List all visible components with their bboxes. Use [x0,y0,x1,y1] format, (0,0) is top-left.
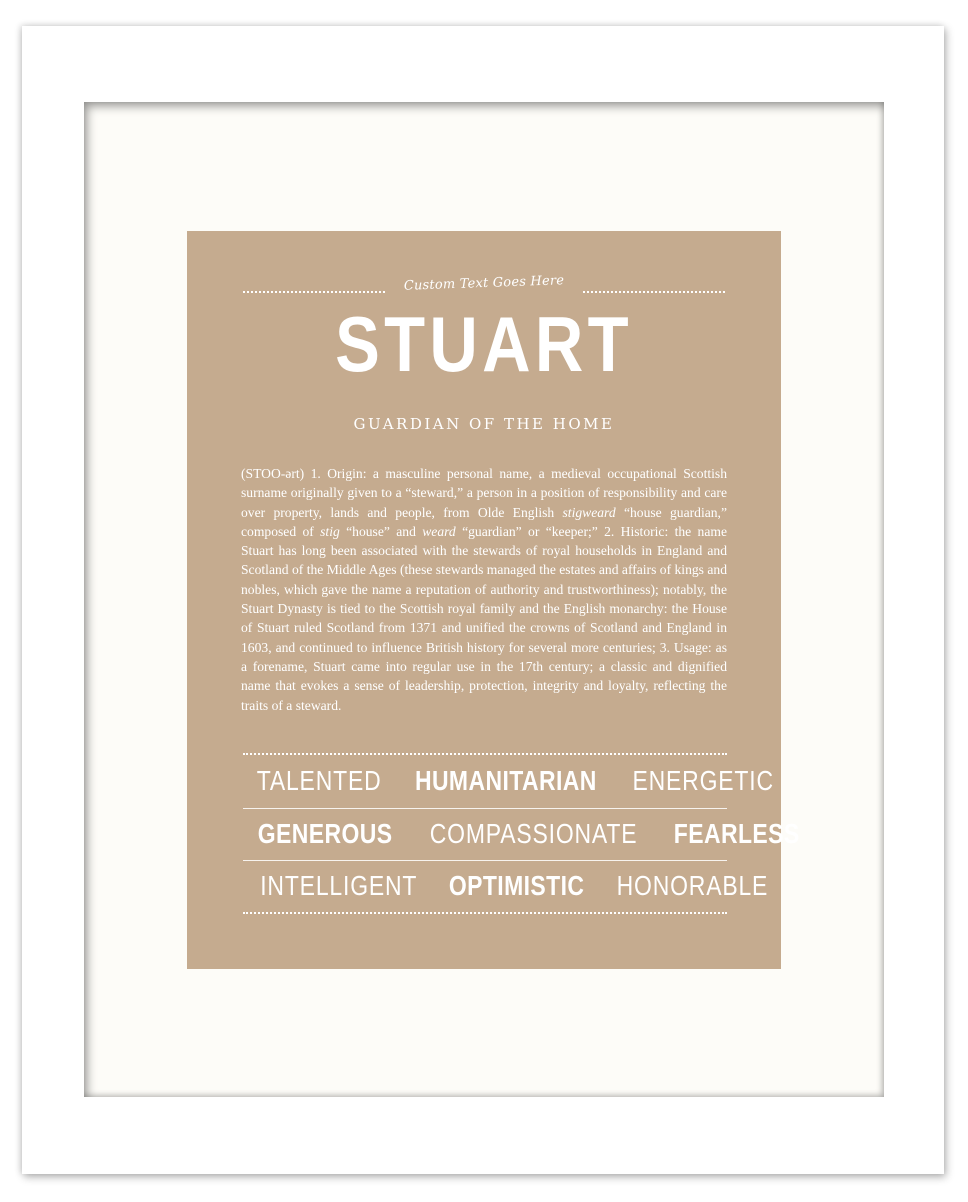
trait-word: ENERGETIC [632,765,774,796]
traits-row-3 [243,870,768,902]
custom-text: Custom Text Goes Here [403,273,565,294]
trait-word-emphasis: FEARLESS [674,818,800,849]
definition-italic: stigweard [562,504,616,520]
definition-text: “house guardian,” composed of [241,504,727,539]
trait-word-emphasis: GENEROUS [257,818,393,849]
definition-text: “house” and [339,523,423,539]
traits-row-1 [243,765,774,797]
trait-word: COMPASSIONATE [430,818,638,849]
traits-row-2 [243,818,800,850]
dotted-rule-traits-top [243,753,727,755]
definition-italic: weard [422,523,456,539]
traits-divider [243,860,727,861]
definition-text: (STOO-ərt) 1. Origin: a masculine personal name, a medieval occupational Scottish surname originally given to a “steward,” a person in a position of responsibility and care over property, lands and people, from Olde English [241,466,727,520]
traits-divider [243,808,727,809]
name-definition [241,464,727,715]
trait-word-emphasis: HUMANITARIAN [415,765,597,796]
name-meaning: GUARDIAN OF THE HOME [353,415,615,433]
name-title: STUART [335,300,633,388]
definition-text: “guardian” or “keeper;” 2. Historic: the name Stuart has long been associated with the stewards of royal households in England and Scotland of the Middle Ages (these stewards managed the estates and affairs of kings and nobles, which gave the name a reputation of authority and trustworthiness); notably, the Stuart Dynasty is tied to the Scottish royal family and the English monarchy: the House of Stuart ruled Scotland from 1371 and unified the crowns of Scotland and England in 1603, and continued to influence British history for several more centuries; 3. Usage: as a forename, Stuart came into regular use in the 17th century; a classic and dignified name that evokes a sense of leadership, protection, integrity and loyalty, reflecting the traits of a steward. [241,523,727,713]
dotted-rule-traits-bottom [243,912,727,914]
trait-word: HONORABLE [616,870,768,901]
trait-word: INTELLIGENT [260,870,418,901]
name-print [187,231,800,969]
dotted-rule-right [583,291,725,293]
definition-italic: stig [320,523,340,539]
trait-word: TALENTED [256,765,382,796]
trait-word-emphasis: OPTIMISTIC [449,870,585,901]
